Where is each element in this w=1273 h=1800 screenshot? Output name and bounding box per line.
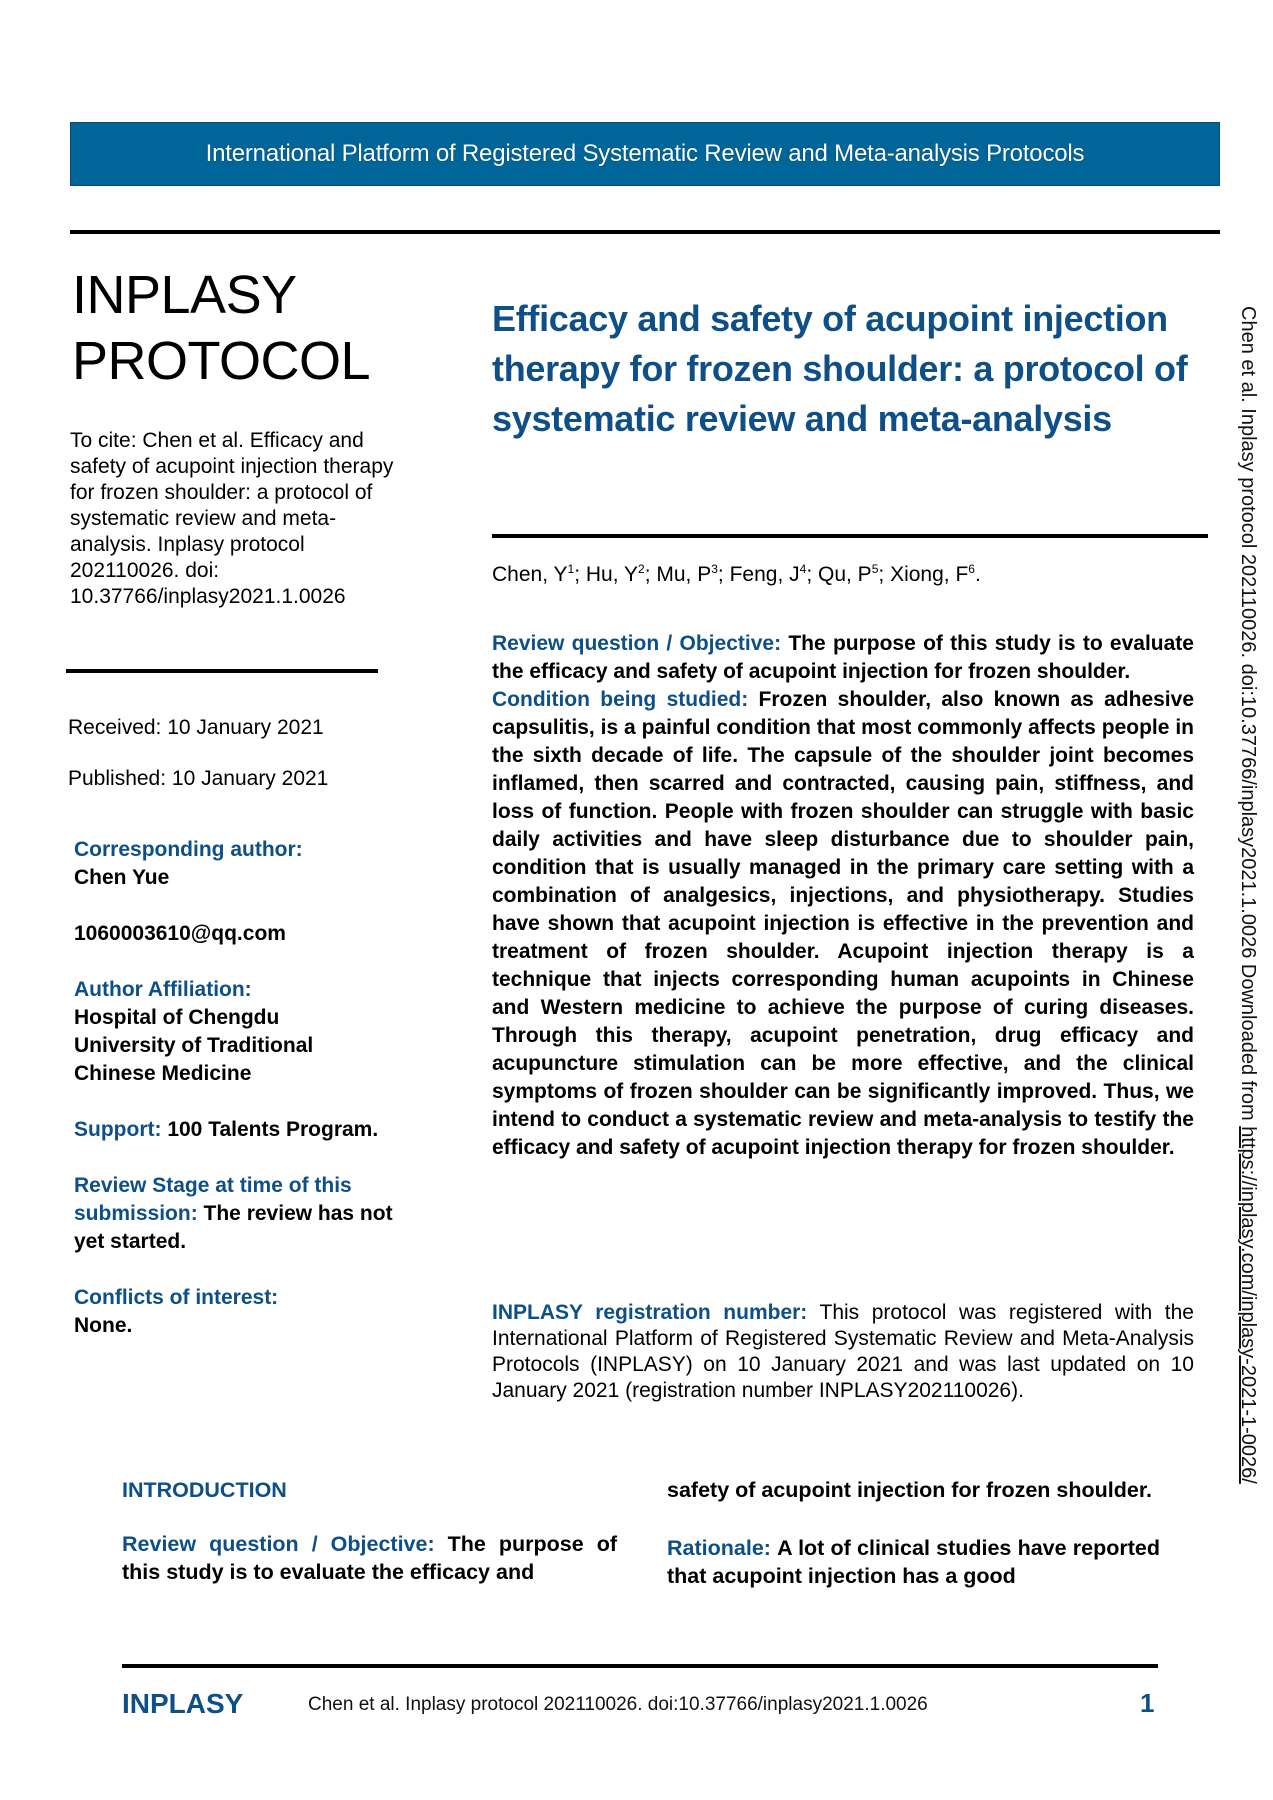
intro-continuation: safety of acupoint injection for frozen shoulder. xyxy=(667,1478,1152,1502)
page-number: 1 xyxy=(1140,1688,1155,1718)
author-name: Xiong, $F^6$ xyxy=(890,562,975,586)
author-name: Feng, $J^4$ xyxy=(729,562,807,586)
author-affiliation-number: 3 xyxy=(711,562,718,576)
review-question-paragraph xyxy=(492,630,1194,686)
review-stage-value: The review has not yet started. xyxy=(74,1202,393,1253)
citation-block: To cite: Chen et al. Efficacy and safety of acupoint injection therapy for frozen shoulder: a protocol of systematic review and meta-analysis. Inplasy protocol 202110026. doi: 10.37766/inplasy2021.1.0026 xyxy=(70,429,394,608)
condition-paragraph xyxy=(492,686,1194,1162)
footer-brand: INPLASY xyxy=(122,1688,244,1719)
conflicts-section xyxy=(74,1284,419,1340)
registration-section xyxy=(492,1300,1194,1404)
inplasy-link[interactable]: https://inplasy.com/inplasy-2021-1-0026/ xyxy=(1237,1126,1259,1484)
corresponding-author-section xyxy=(74,836,419,892)
conflicts-value: None. xyxy=(74,1314,133,1337)
footer-divider xyxy=(122,1664,1158,1668)
review-stage-label: Review Stage at time of this submission: xyxy=(74,1174,352,1225)
corresponding-author-label: Corresponding author: xyxy=(74,838,303,861)
author-name: Qu, $P^5$ xyxy=(818,562,879,586)
support-value: 100 Talents Program. xyxy=(167,1118,379,1141)
author-email[interactable]: 1060003610@qq.com xyxy=(74,922,286,945)
intro-review-text: The purpose of this study is to evaluate the efficacy and xyxy=(122,1532,617,1584)
sidebar-divider xyxy=(66,669,378,673)
support-label: Support: xyxy=(74,1118,162,1141)
abstract-section xyxy=(492,630,1194,1162)
author-affiliation-number: 6 xyxy=(968,562,975,576)
registration-label: INPLASY registration number: xyxy=(492,1301,808,1324)
rationale-label: Rationale: xyxy=(667,1536,771,1560)
intro-left-column xyxy=(122,1476,617,1586)
author-list: Chen, $Y^1$; Hu, $Y^2$; Mu, $P^3$; Feng, $J^4$; Qu, $P^5$; Xiong, $F^6$. xyxy=(492,562,981,586)
affiliation-section xyxy=(74,976,364,1088)
intro-review-label: Review question / Objective: xyxy=(122,1532,435,1556)
top-divider xyxy=(70,230,1220,234)
document-type-line2: PROTOCOL xyxy=(72,331,371,391)
published-date: Published: 10 January 2021 xyxy=(68,767,329,790)
banner-text: International Platform of Registered Systematic Review and Meta-analysis Protocols xyxy=(205,140,1085,167)
title-divider xyxy=(492,534,1208,538)
intro-right-column xyxy=(667,1476,1160,1590)
author-affiliation-number: 2 xyxy=(638,562,645,576)
author-name: Hu, $Y^2$ xyxy=(585,562,645,586)
corresponding-author-name: Chen Yue xyxy=(74,866,170,889)
affiliation-label: Author Affiliation: xyxy=(74,978,252,1001)
registration-text: This protocol was registered with the International Platform of Registered Systematic Review and Meta-Analysis Protocols (INPLASY) on 10 January 2021 and was last updated on 10 January 2021 (registration number INPLASY202110026). xyxy=(492,1301,1194,1402)
article-title: Efficacy and safety of acupoint injection therapy for frozen shoulder: a protocol of systematic review and meta-analysis xyxy=(492,298,1188,439)
condition-text: Frozen shoulder, also known as adhesive capsulitis, is a painful condition that most commonly affects people in the sixth decade of life. The capsule of the shoulder joint becomes inflamed, then scarred and contracted, causing pain, stiffness, and loss of function. People with frozen shoulder can struggle with basic daily activities and have sleep disturbance due to shoulder pain, condition that is usually managed in the primary care setting with a combination of analgesics, injections, and physiotherapy. Studies have shown that acupoint injection is effective in the prevention and treatment of frozen shoulder. Acupoint injection therapy is a technique that injects corresponding human acupoints in Chinese and Western medicine to achieve the purpose of curing diseases. Through this therapy, acupoint penetration, drug efficacy and acupuncture stimulation can be more effective, and the clinical symptoms of frozen shoulder can be significantly improved. Thus, we intend to conduct a systematic review and meta-analysis to testify the efficacy and safety of acupoint injection therapy for frozen shoulder. xyxy=(492,688,1195,1159)
author-affiliation-number: 4 xyxy=(799,562,807,576)
review-question-text: The purpose of this study is to evaluate the efficacy and safety of acupoint injection for frozen shoulder. xyxy=(492,632,1194,683)
conflicts-label: Conflicts of interest: xyxy=(74,1286,279,1309)
rationale-text: A lot of clinical studies have reported that acupoint injection has a good xyxy=(667,1536,1160,1588)
platform-banner xyxy=(70,122,1220,186)
download-margin-note xyxy=(1236,306,1259,1484)
support-section xyxy=(74,1116,419,1144)
author-name: Chen, $Y^1$ xyxy=(492,562,575,586)
affiliation-value: Hospital of Chengdu University of Traditional Chinese Medicine xyxy=(74,1006,314,1085)
author-name: Mu, $P^3$ xyxy=(656,562,718,586)
document-type-line1: INPLASY xyxy=(72,265,297,325)
margin-note-text: Chen et al. Inplasy protocol 202110026. doi:10.37766/inplasy2021.1.0026 Downloaded from xyxy=(1237,306,1259,1127)
condition-label: Condition being studied: xyxy=(492,688,749,711)
review-question-label: Review question / Objective: xyxy=(492,632,782,655)
author-affiliation-number: 1 xyxy=(567,562,575,576)
author-affiliation-number: 5 xyxy=(871,562,879,576)
footer-citation: Chen et al. Inplasy protocol 202110026. doi:10.37766/inplasy2021.1.0026 xyxy=(308,1694,928,1715)
received-date: Received: 10 January 2021 xyxy=(68,716,324,739)
introduction-heading: INTRODUCTION xyxy=(122,1478,287,1502)
review-stage-section xyxy=(74,1172,404,1256)
document-type xyxy=(72,262,370,394)
